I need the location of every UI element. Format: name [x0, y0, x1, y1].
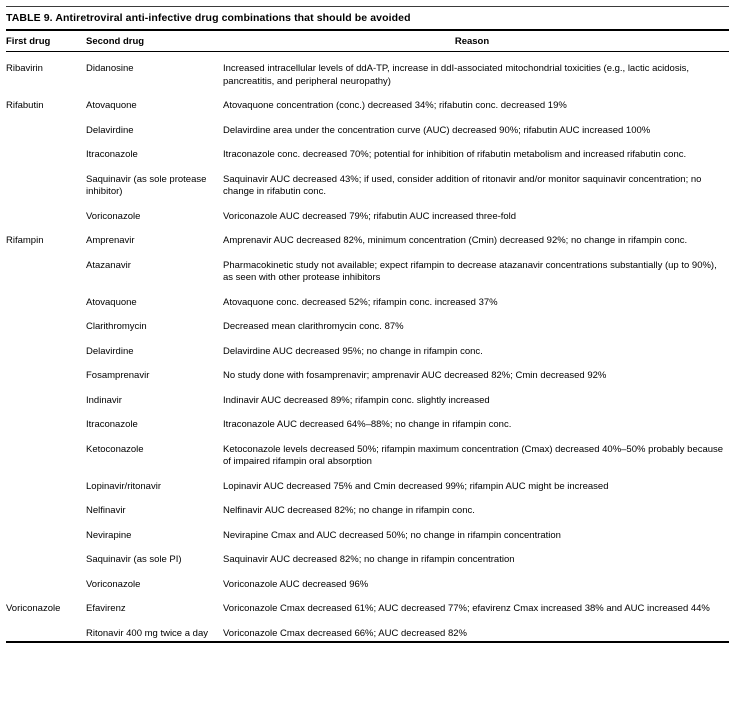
second-drug-cell: Atovaquone — [86, 100, 137, 111]
table-row — [6, 494, 729, 519]
first-drug-cell — [6, 335, 86, 360]
second-drug-cell: Voriconazole — [86, 210, 141, 222]
first-drug-cell — [6, 359, 86, 384]
reason-cell: Voriconazole Cmax decreased 66%; AUC decreased 82% — [223, 627, 467, 639]
second-drug-cell: Atovaquone — [86, 296, 137, 308]
reason-cell: Saquinavir AUC decreased 43%; if used, consider addition of ritonavir and/or monitor saquinavir concentration; no change in rifabutin conc. — [223, 173, 702, 197]
reason-cell: No study done with fosamprenavir; amprenavir AUC decreased 82%; Cmin decreased 92% — [223, 370, 607, 381]
reason-cell: Increased intracellular levels of ddA-TP, increase in ddI-associated mitochondrial toxicities (e.g., lactic acidosis, pancreatitis, and peripheral neuropathy) — [223, 63, 690, 87]
second-drug-cell: Indinavir — [86, 394, 122, 406]
first-drug-cell — [6, 384, 86, 409]
reason-cell: Lopinavir AUC decreased 75% and Cmin decreased 99%; rifampin AUC might be increased — [223, 480, 609, 492]
reason-cell: Voriconazole AUC decreased 96% — [223, 578, 369, 590]
table-header — [6, 30, 729, 52]
table-row — [6, 359, 729, 384]
header-row — [6, 30, 729, 52]
first-drug-cell — [6, 163, 86, 200]
first-drug-cell — [6, 286, 86, 311]
first-drug-cell — [6, 408, 86, 433]
second-drug-cell: Atazanavir — [86, 259, 131, 271]
table-row — [6, 52, 729, 90]
table-row — [6, 200, 729, 225]
table-row — [6, 568, 729, 593]
table-row — [6, 470, 729, 495]
first-drug-cell — [6, 200, 86, 225]
reason-cell: Voriconazole Cmax decreased 61%; AUC decreased 77%; efavirenz Cmax increased 38% and AUC increased 44% — [223, 603, 710, 614]
first-drug-cell — [6, 433, 86, 470]
reason-cell: Ketoconazole levels decreased 50%; rifampin maximum concentration (Cmax) decreased 40%–50% probably because of impaired rifampin oral absorption — [223, 443, 724, 467]
reason-cell: Pharmacokinetic study not available; expect rifampin to decrease atazanavir concentrations substantially (up to 90%), as seen with other protease inhibitors — [223, 259, 717, 283]
column-header-first-drug: First drug — [6, 30, 86, 52]
table-row — [6, 163, 729, 200]
table-row — [6, 617, 729, 643]
second-drug-cell: Efavirenz — [86, 603, 126, 614]
second-drug-cell: Voriconazole — [86, 578, 141, 590]
first-drug-cell — [6, 568, 86, 593]
reason-cell: Voriconazole AUC decreased 79%; rifabutin AUC increased three-fold — [223, 210, 517, 222]
reason-cell: Decreased mean clarithromycin conc. 87% — [223, 321, 404, 332]
reason-cell: Nelfinavir AUC decreased 82%; no change in rifampin conc. — [223, 505, 475, 516]
second-drug-cell: Ketoconazole — [86, 443, 144, 455]
reason-cell: Atovaquone conc. decreased 52%; rifampin conc. increased 37% — [223, 296, 498, 308]
first-drug-cell — [6, 114, 86, 139]
table-row — [6, 138, 729, 163]
table-title: TABLE 9. Antiretroviral anti-infective drug combinations that should be avoided — [6, 6, 729, 29]
reason-cell: Indinavir AUC decreased 89%; rifampin conc. slightly increased — [223, 394, 490, 406]
first-drug-cell: Rifabutin — [6, 100, 44, 111]
reason-cell: Itraconazole AUC decreased 64%–88%; no change in rifampin conc. — [223, 419, 512, 430]
table-row — [6, 89, 729, 114]
reason-cell: Nevirapine Cmax and AUC decreased 50%; no change in rifampin concentration — [223, 529, 561, 541]
table-body — [6, 52, 729, 643]
second-drug-cell: Ritonavir 400 mg twice a day — [86, 627, 208, 639]
table-row — [6, 286, 729, 311]
table-row — [6, 114, 729, 139]
second-drug-cell: Fosamprenavir — [86, 370, 150, 381]
table-row — [6, 384, 729, 409]
column-header-reason: Reason — [223, 30, 729, 52]
reason-cell: Delavirdine area under the concentration curve (AUC) decreased 90%; rifabutin AUC increased 100% — [223, 124, 651, 136]
second-drug-cell: Delavirdine — [86, 124, 134, 136]
first-drug-cell — [6, 470, 86, 495]
first-drug-cell — [6, 543, 86, 568]
first-drug-cell — [6, 249, 86, 286]
table-row — [6, 224, 729, 249]
table-row — [6, 335, 729, 360]
second-drug-cell: Itraconazole — [86, 149, 138, 160]
first-drug-cell — [6, 519, 86, 544]
second-drug-cell: Delavirdine — [86, 345, 134, 357]
first-drug-cell: Rifampin — [6, 235, 44, 246]
first-drug-cell — [6, 138, 86, 163]
second-drug-cell: Nelfinavir — [86, 505, 126, 516]
second-drug-cell: Didanosine — [86, 63, 134, 74]
table-row — [6, 543, 729, 568]
second-drug-cell: Amprenavir — [86, 235, 135, 246]
table-row — [6, 408, 729, 433]
first-drug-cell — [6, 310, 86, 335]
second-drug-cell: Saquinavir (as sole PI) — [86, 554, 182, 565]
first-drug-cell: Ribavirin — [6, 63, 43, 74]
second-drug-cell: Itraconazole — [86, 419, 138, 430]
reason-cell: Saquinavir AUC decreased 82%; no change in rifampin concentration — [223, 554, 515, 565]
column-header-second-drug: Second drug — [86, 30, 223, 52]
second-drug-cell: Clarithromycin — [86, 321, 147, 332]
first-drug-cell — [6, 494, 86, 519]
reason-cell: Itraconazole conc. decreased 70%; potential for inhibition of rifabutin metabolism and increased rifabutin conc. — [223, 149, 687, 160]
table-row — [6, 519, 729, 544]
second-drug-cell: Lopinavir/ritonavir — [86, 480, 161, 492]
table-row — [6, 310, 729, 335]
table-row — [6, 249, 729, 286]
first-drug-cell — [6, 617, 86, 643]
first-drug-cell: Voriconazole — [6, 603, 61, 614]
drug-combinations-table — [6, 29, 729, 643]
reason-cell: Atovaquone concentration (conc.) decreased 34%; rifabutin conc. decreased 19% — [223, 100, 567, 111]
table-row — [6, 433, 729, 470]
second-drug-cell: Nevirapine — [86, 529, 132, 541]
table-row — [6, 592, 729, 617]
reason-cell: Amprenavir AUC decreased 82%, minimum concentration (Cmin) decreased 92%; no change in rifampin conc. — [223, 235, 688, 246]
reason-cell: Delavirdine AUC decreased 95%; no change in rifampin conc. — [223, 345, 483, 357]
second-drug-cell: Saquinavir (as sole protease inhibitor) — [86, 173, 207, 197]
